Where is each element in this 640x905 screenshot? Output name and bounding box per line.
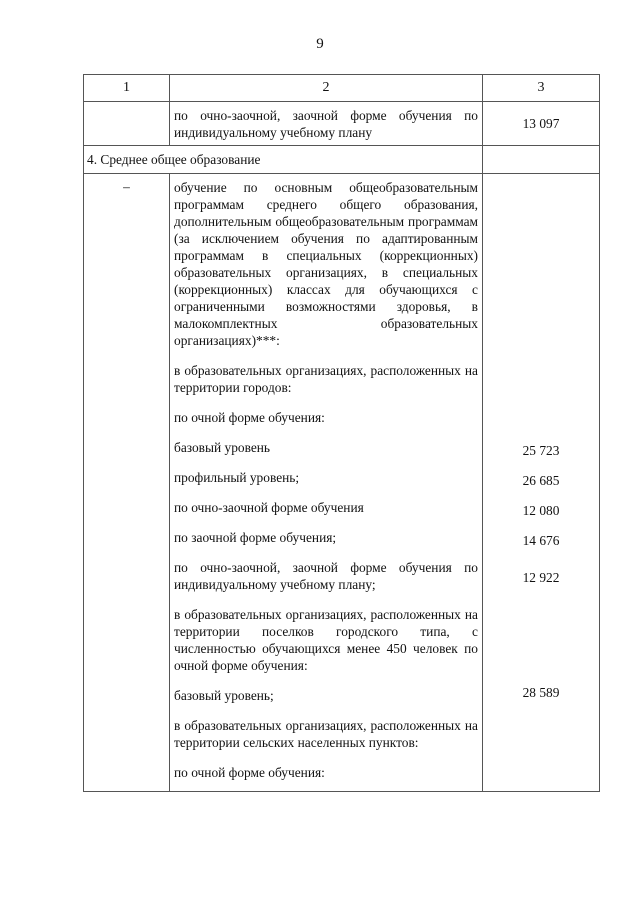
- table-row: [84, 174, 600, 792]
- header-col-1: 1: [84, 75, 170, 102]
- table-row: [84, 102, 600, 146]
- individual-plan-value: 12 922: [522, 570, 560, 585]
- individual-plan-text: по очно-заочной, заочной форме обучения по индивидуальному учебному плану;: [174, 560, 478, 592]
- table-header-row: [84, 75, 600, 102]
- part-time-value: 12 080: [522, 503, 560, 518]
- settlements-basic-value: 28 589: [522, 685, 560, 700]
- page-number: 9: [316, 36, 324, 52]
- profile-level-value: 26 685: [522, 473, 560, 488]
- settlements-text: в образовательных организациях, расположенных на территории поселков городского типа, с численностью обучающихся менее 450 человек по очной форме обучения:: [174, 607, 478, 673]
- basic-level-text: базовый уровень: [174, 440, 271, 455]
- basic-level-value: 25 723: [522, 443, 560, 458]
- section-title: 4. Среднее общее образование: [84, 146, 483, 174]
- rural-full-time-text: по очной форме обучения:: [174, 765, 325, 780]
- funding-table: [83, 74, 600, 792]
- header-col-2: 2: [170, 75, 483, 102]
- row-first-text-cell: [170, 102, 483, 146]
- row-first-value-cell: [483, 102, 600, 146]
- part-time-text: по очно-заочной форме обучения: [174, 500, 364, 515]
- rural-text: в образовательных организациях, расположенных на территории сельских населенных пунктов:: [174, 718, 478, 750]
- row-main-text-cell: [170, 174, 483, 792]
- profile-level-text: профильный уровень;: [174, 470, 300, 485]
- section-row: [84, 146, 600, 174]
- settlements-basic-text: базовый уровень;: [174, 688, 274, 703]
- cities-text: в образовательных организациях, расположенных на территории городов:: [174, 363, 478, 395]
- row-main-values-cell: [483, 174, 600, 792]
- row-first-empty-cell: [84, 102, 170, 146]
- row-first-value: 13 097: [522, 116, 560, 131]
- intro-text: обучение по основным общеобразовательным программам среднего общего образования, дополнительным общеобразовательным программам (за исключением обучения по адаптированным программам в специальных (коррекционных) образовательных организациях, в специальных (коррекционных) классах для обучающихся с ограниченными возможностями здоровья, в малокомплектных образовательных организациях)***:: [174, 180, 478, 348]
- row-first-text: по очно-заочной, заочной форме обучения по индивидуальному учебному плану: [174, 108, 478, 140]
- row-dash: –: [84, 174, 170, 792]
- full-time-text: по очной форме обучения:: [174, 410, 325, 425]
- section-empty-cell: [483, 146, 600, 174]
- header-col-3: 3: [483, 75, 600, 102]
- distance-value: 14 676: [522, 533, 560, 548]
- distance-text: по заочной форме обучения;: [174, 530, 337, 545]
